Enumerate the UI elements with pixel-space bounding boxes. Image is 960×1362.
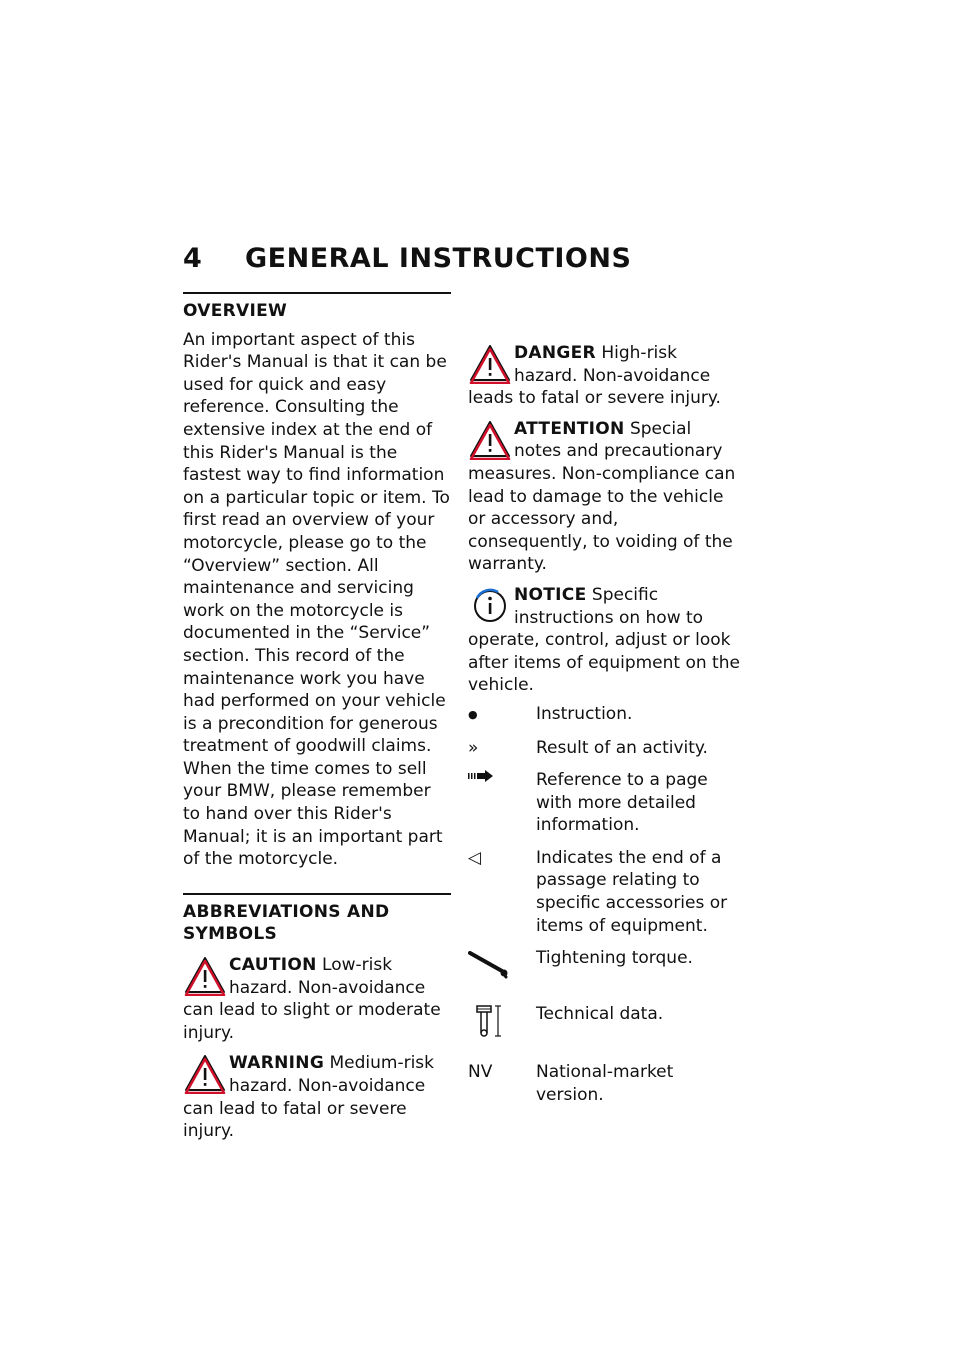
notice-label: NOTICE	[514, 584, 587, 605]
caution-label: CAUTION	[229, 955, 317, 976]
warning-text: Medium-risk hazard. Non-avoidance can lead to fatal or severe injury.	[183, 1053, 435, 1142]
overview-paragraph-1: An important aspect of this Rider's Manual is that it can be used for quick and easy reference. Consulting the extensive index at the end of this Rider's Manual is the fastest way to find information on a particular topic or item. To first read an overview of your motorcycle, please go to the “Overview” section. All maintenance and servicing work on the motorcycle is documented in the “Service” section. This record of the maintenance work you have had performed on your vehicle is a precondition for generous treatment of goodwill claims.	[183, 329, 450, 757]
legend-row-result	[468, 737, 740, 760]
section-divider	[183, 893, 451, 895]
legend-row-page-reference	[468, 769, 740, 837]
chapter-title	[183, 243, 631, 274]
danger-text: High-risk hazard. Non-avoidance leads to fatal or severe injury.	[468, 343, 721, 409]
section-divider	[183, 292, 451, 294]
chapter-heading: GENERAL INSTRUCTIONS	[245, 243, 632, 274]
legend-text: National-market version.	[536, 1062, 674, 1105]
warning-triangle-icon	[183, 954, 227, 996]
caution-notice	[183, 954, 451, 1044]
chapter-number: 4	[183, 243, 203, 274]
result-icon: »	[468, 737, 479, 758]
info-icon	[468, 584, 512, 626]
notice-note	[468, 584, 740, 697]
notice-text: Specific instructions on how to operate, control, adjust or look after items of equipment on the vehicle.	[468, 584, 740, 696]
nv-abbreviation: NV	[468, 1062, 493, 1083]
legend-text: Instruction.	[536, 703, 633, 724]
right-column	[468, 294, 740, 1116]
page-reference-icon	[468, 769, 494, 783]
warning-triangle-icon	[468, 342, 512, 384]
left-column	[183, 292, 451, 1143]
overview-paragraph-2: When the time comes to sell your BMW, please remember to hand over this Rider's Manual; it is an important part of the motorcycle.	[183, 758, 443, 870]
warning-triangle-icon	[468, 418, 512, 460]
overview-heading: OVERVIEW	[183, 301, 288, 321]
danger-notice	[468, 342, 740, 410]
bullet-icon: ●	[468, 707, 478, 721]
legend-row-national-market	[468, 1061, 740, 1106]
danger-label: DANGER	[514, 343, 596, 363]
abbreviations-heading: ABBREVIATIONS AND SYMBOLS	[183, 901, 390, 945]
legend-text: Indicates the end of a passage relating to specific accessories or items of equipment.	[536, 847, 728, 936]
torque-wrench-icon	[468, 947, 512, 981]
legend-text: Reference to a page with more detailed information.	[536, 770, 708, 836]
warning-triangle-icon	[183, 1052, 227, 1094]
warning-label: WARNING	[229, 1053, 325, 1074]
technical-data-icon	[468, 1003, 508, 1039]
legend-text: Tightening torque.	[536, 948, 693, 969]
legend-row-end-marker	[468, 847, 740, 937]
legend-row-technical-data	[468, 1003, 740, 1039]
symbol-legend	[468, 703, 740, 1107]
caution-text: Low-risk hazard. Non-avoidance can lead to slight or moderate injury.	[183, 955, 441, 1043]
attention-text: Special notes and precautionary measures. Non-compliance can lead to damage to the vehicle or accessory and, consequently, to voiding of the warranty.	[468, 418, 736, 575]
attention-label: ATTENTION	[514, 418, 625, 439]
legend-row-instruction	[468, 703, 740, 727]
warning-notice	[183, 1052, 451, 1142]
legend-row-torque	[468, 947, 740, 981]
legend-text: Technical data.	[536, 1004, 664, 1025]
end-marker-icon: ◁	[468, 847, 482, 868]
attention-notice	[468, 418, 740, 576]
legend-text: Result of an activity.	[536, 737, 708, 758]
